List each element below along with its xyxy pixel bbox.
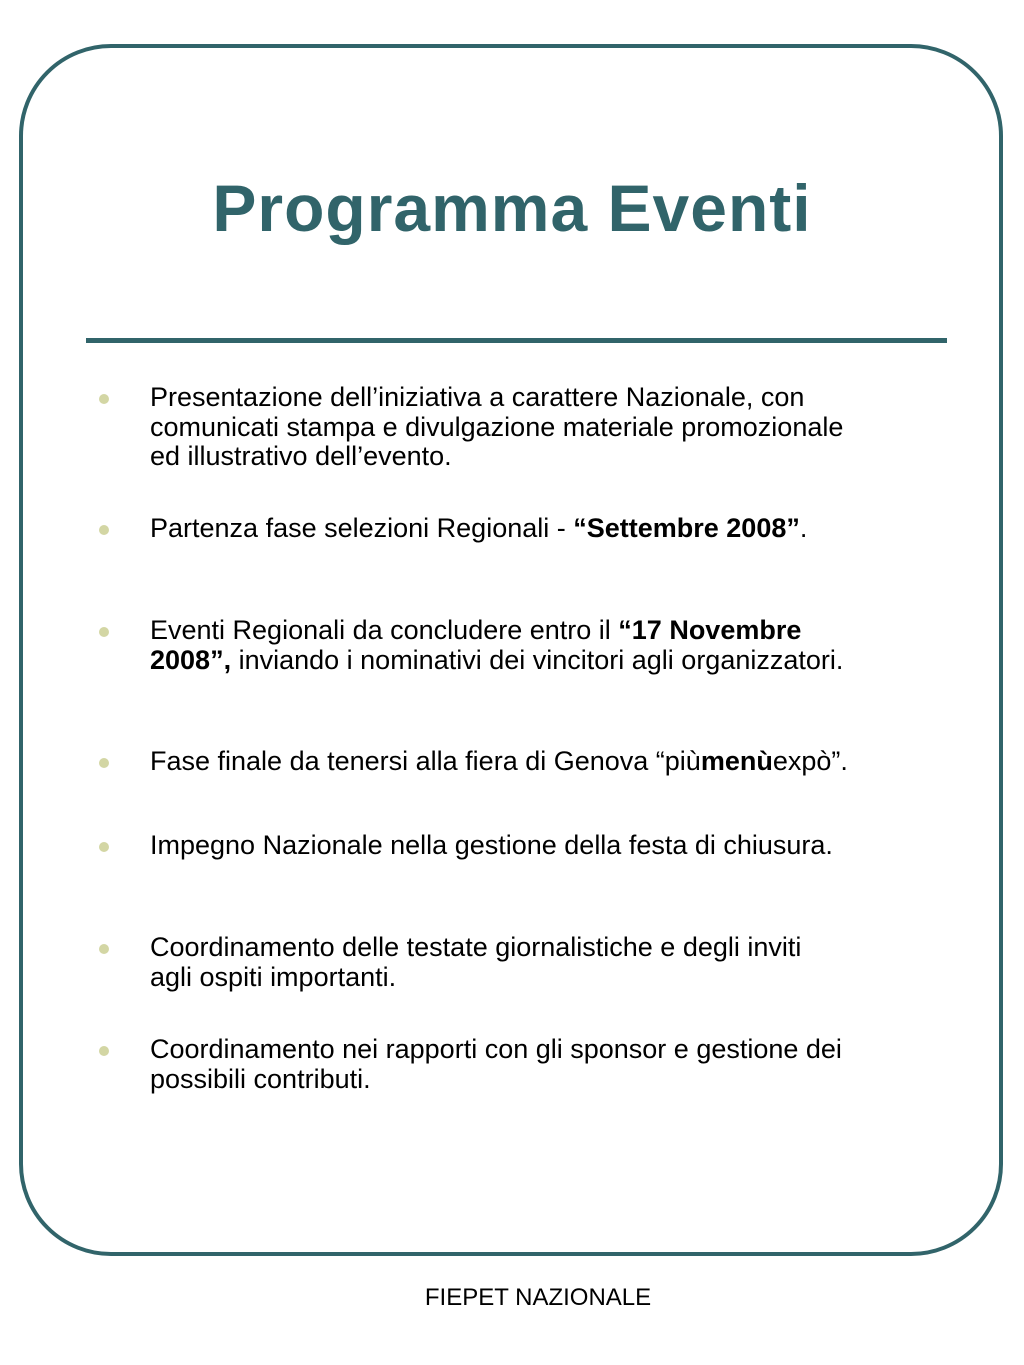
bullet-icon xyxy=(99,627,109,637)
bullet-item xyxy=(150,383,850,472)
bullet-icon xyxy=(99,525,109,535)
bullet-icon xyxy=(99,842,109,852)
bullet-icon xyxy=(99,1046,109,1056)
bullet-icon xyxy=(99,944,109,954)
bullet-emphasis: menù xyxy=(700,746,773,776)
slide-title: Programma Eventi xyxy=(212,171,812,245)
bullet-icon xyxy=(99,758,109,768)
bullet-text: inviando i nominativi dei vincitori agli organizzatori. xyxy=(231,644,844,675)
bullet-text: Fase finale da tenersi alla fiera di Genova “più xyxy=(150,746,701,776)
bullet-date: “17 Novembre 2008”, xyxy=(150,615,802,675)
bullet-text: Coordinamento nei rapporti con gli sponsor e gestione dei possibili contributi. xyxy=(150,1034,842,1094)
bullet-text: expò”. xyxy=(772,746,848,776)
bullet-text: . xyxy=(799,513,808,543)
bullet-text: Eventi Regionali da concludere entro il xyxy=(150,615,619,645)
bullet-text: Impegno Nazionale nella gestione della festa di chiusura. xyxy=(150,830,833,860)
bullet-date: “Settembre 2008” xyxy=(573,513,800,543)
bullet-text: Partenza fase selezioni Regionali - xyxy=(150,513,574,543)
bullet-item xyxy=(150,747,850,777)
bullet-item xyxy=(150,933,850,992)
bullet-item xyxy=(150,616,850,675)
footer-text: FIEPET NAZIONALE xyxy=(424,1284,652,1311)
bullet-item xyxy=(150,831,850,861)
bullet-icon xyxy=(99,394,109,404)
bullet-item xyxy=(150,514,850,544)
bullet-text: Presentazione dell’iniziativa a carattere Nazionale, con comunicati stampa e divulgazione materiale promozionale ed illustrativo dell’evento. xyxy=(150,382,844,471)
bullet-item xyxy=(150,1035,850,1094)
bullet-text: Coordinamento delle testate giornalistiche e degli inviti agli ospiti importanti. xyxy=(150,932,802,992)
title-divider xyxy=(86,338,947,343)
